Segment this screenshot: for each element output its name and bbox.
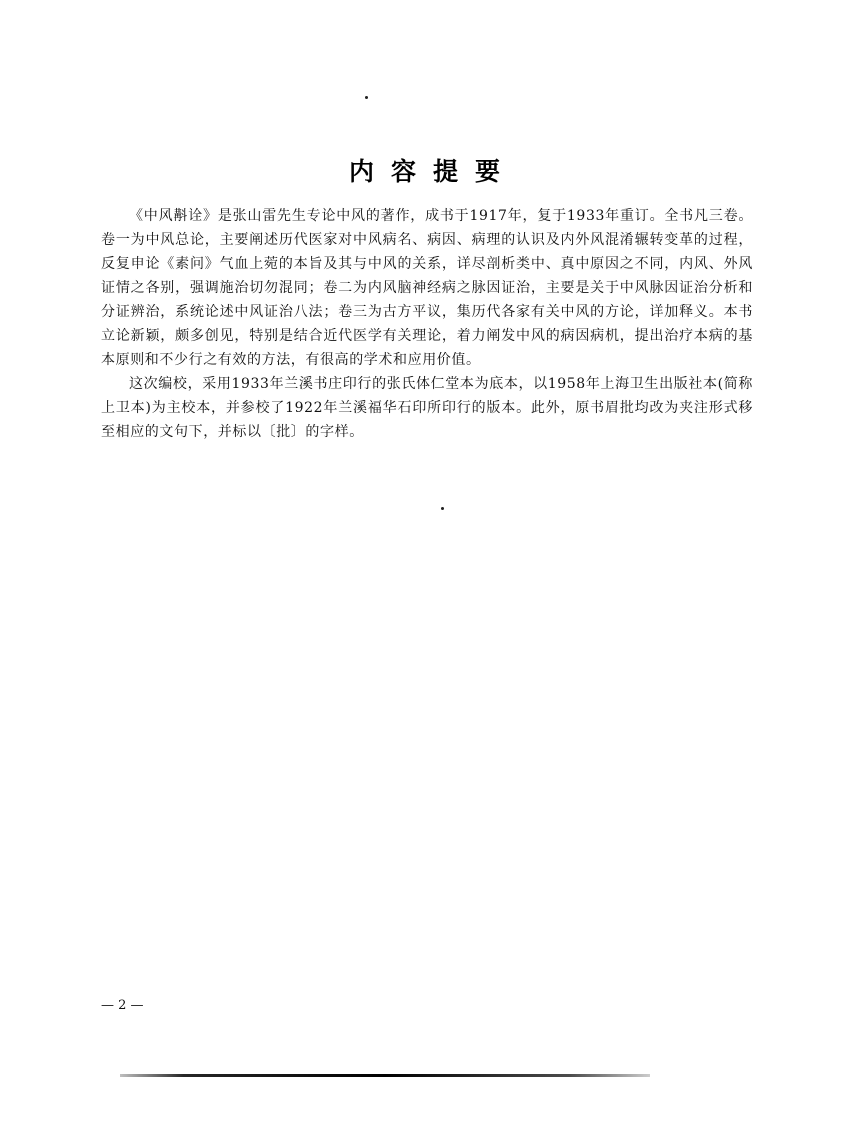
summary-paragraph: 《中风斠诠》是张山雷先生专论中风的著作，成书于1917年，复于1933年重订。全书凡三卷。卷一为中风总论，主要阐述历代医家对中风病名、病因、病理的认识及内外风混淆辗转变革的过程，反复申论《素问》气血上菀的本旨及其与中风的关系，详尽剖析类中、真中原因之不同，内风、外风证情之各别，强调施治切勿混同；卷二为内风脑神经病之脉因证治，主要是关于中风脉因证治分析和分证辨治，系统论述中风证治八法；卷三为古方平议，集历代各家有关中风的方论，详加释义。本书立论新颖，颇多创见，特别是结合近代医学有关理论，着力阐发中风的病因病机，提出治疗本病的基本原则和不少行之有效的方法，有很高的学术和应用价值。: [101, 208, 753, 368]
summary-body: [101, 204, 753, 444]
scan-edge-line: [120, 1074, 650, 1077]
scan-speck: [441, 507, 444, 510]
page-title: 内容提要: [348, 157, 517, 186]
scan-speck: [365, 96, 368, 99]
summary-paragraph: 这次编校，采用1933年兰溪书庄印行的张氏体仁堂本为底本，以1958年上海卫生出版社本(简称上卫本)为主校本，并参校了1922年兰溪福华石印所印行的版本。此外，原书眉批均改为夹注形式移至相应的文句下，并标以〔批〕的字样。: [101, 376, 753, 440]
page-number: — 2 —: [101, 998, 144, 1013]
